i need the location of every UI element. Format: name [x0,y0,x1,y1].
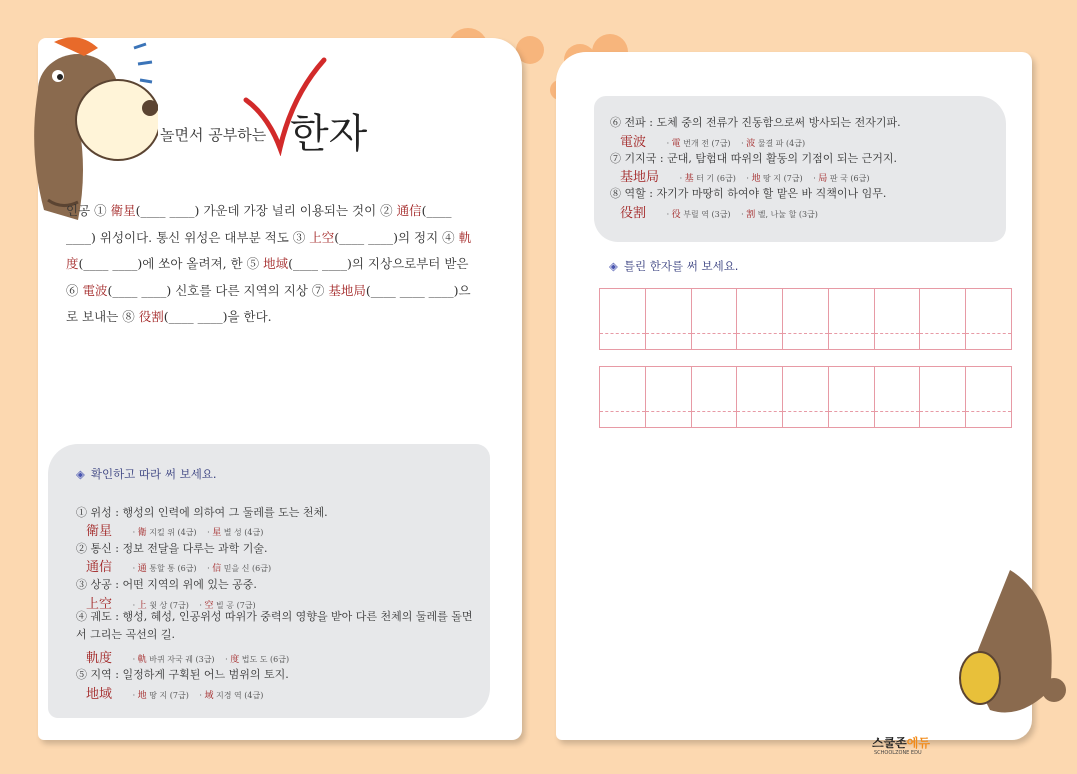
grid-cell[interactable] [783,289,829,349]
red-check-icon [240,56,330,156]
grid-cell[interactable] [646,367,692,427]
hanja-line-3: 上空 · 上 윗 상 (7급) · 空 빌 공 (7급) [86,597,256,612]
writing-grid-2[interactable] [599,366,1012,428]
definition-6: ⑥ 전파 : 도체 중의 전류가 진동함으로써 방사되는 전자기파. [610,116,901,129]
hanja-line-5: 地域 · 地 땅 지 (7급) · 域 지경 역 (4급) [86,687,264,702]
grid-cell[interactable] [600,289,646,349]
grid-cell[interactable] [600,367,646,427]
hanja-line-6: 電波 · 電 번개 전 (7급) · 波 물결 파 (4급) [620,135,806,150]
grid-cell[interactable] [920,367,966,427]
hanja-line-1: 衛星 · 衛 지킬 위 (4급) · 星 별 성 (4급) [86,524,264,539]
hanja-line-7: 基地局 · 基 터 기 (6급) · 地 땅 지 (7급) · 局 판 국 (6급) [620,170,870,185]
grid-cell[interactable] [920,289,966,349]
grid-cell[interactable] [737,367,783,427]
hanja-line-2: 通信 · 通 통할 통 (6급) · 信 믿을 신 (6급) [86,560,272,575]
title-subtitle: 놀면서 공부하는 [160,126,267,144]
bear-paw-icon [950,560,1077,730]
title-main: 한자 [290,111,368,157]
definition-5: ⑤ 지역 : 일정하게 구획된 어느 범위의 토지. [76,668,289,681]
grid-cell[interactable] [737,289,783,349]
grid-cell[interactable] [966,367,1011,427]
grid-cell[interactable] [692,289,738,349]
grid-cell[interactable] [966,289,1011,349]
definition-7: ⑦ 기지국 : 군대, 탐험대 따위의 활동의 기점이 되는 근거지. [610,152,897,165]
publisher-logo-sub: SCHOOLZONE EDU [874,750,922,756]
definition-1: ① 위성 : 행성의 인력에 의하여 그 둘레를 도는 천체. [76,506,328,519]
grid-cell[interactable] [646,289,692,349]
grid-cell[interactable] [692,367,738,427]
definition-2: ② 통신 : 정보 전달을 다루는 과학 기술. [76,542,268,555]
hanja-line-8: 役割 · 役 부릴 역 (3급) · 割 벨, 나눌 할 (3급) [620,206,818,221]
grid-cell[interactable] [829,289,875,349]
grid-cell[interactable] [875,367,921,427]
definition-3: ③ 상공 : 어떤 지역의 위에 있는 공중. [76,578,257,591]
grid-cell[interactable] [875,289,921,349]
publisher-logo: 스쿨존에듀 [872,736,930,750]
definition-8: ⑧ 역할 : 자기가 마땅히 하여야 할 맡은 바 직책이나 임무. [610,187,887,200]
definition-4: ④ 궤도 : 행성, 혜성, 인공위성 따위가 중력의 영향을 받아 다른 천체의 둘레를 돌면서 그리는 곡선의 길. [76,610,473,641]
section-heading-confirm: ◈ 확인하고 따라 써 보세요. [76,467,217,481]
writing-grid-1[interactable] [599,288,1012,350]
reading-passage: 인공 ① 衛星(____ ____) 가운데 가장 널리 이용되는 것이 ② 通信(____ ____) 위성이다. 통신 위성은 대부분 적도 ③ 上空(____ ____)의 정지 ④ 軌度(____ ____)에 쏘아 올려져, 한 ⑤ 地域(____ ____)의 지상으로부터 받은 ⑥ 電波(____ ____) 신호를 다른 지역의 지상 ⑦ 基地局(____ ____ ____)으로 보내는 ⑧ 役割(____ ____)을 한다. [66,203,472,325]
section-heading-wrong: ◈ 틀린 한자를 써 보세요. [609,259,739,273]
grid-cell[interactable] [829,367,875,427]
grid-cell[interactable] [783,367,829,427]
hanja-line-4: 軌度 · 軌 바퀴 자국 궤 (3급) · 度 법도 도 (6급) [86,651,290,666]
